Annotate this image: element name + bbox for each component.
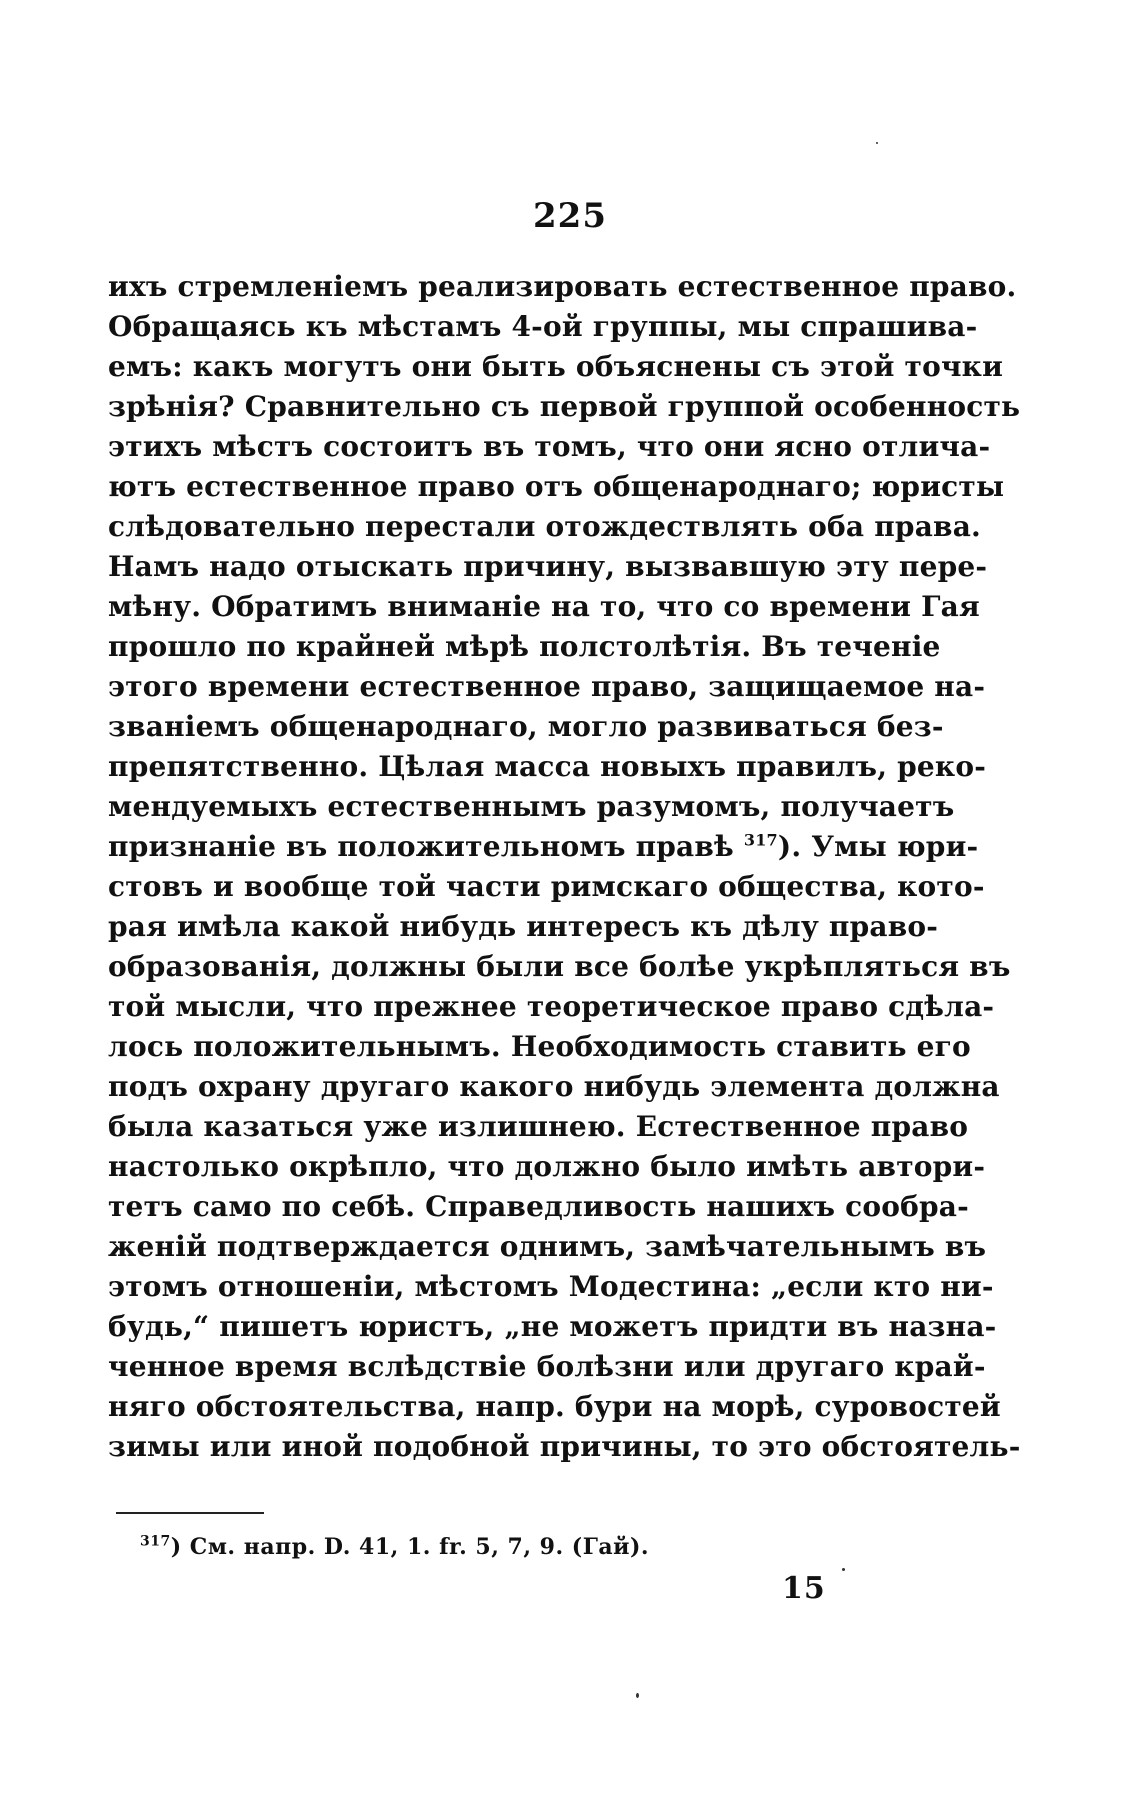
text-line: стовъ и вообще той части римскаго общества, кото-: [108, 870, 985, 903]
print-speck: [876, 142, 878, 144]
text-line: зрѣнія? Сравнительно съ первой группой особенность: [108, 390, 1021, 423]
text-line: настолько окрѣпло, что должно было имѣть автори-: [108, 1150, 986, 1183]
text-line: этихъ мѣстъ состоитъ въ томъ, что они ясно отлича-: [108, 430, 991, 463]
footnote-reference[interactable]: 317: [743, 830, 778, 850]
text-line: зимы или иной подобной причины, то это обстоятель-: [108, 1430, 1021, 1463]
text-line: мѣну. Обратимъ вниманіе на то, что со времени Гая: [108, 590, 980, 623]
text-line: слѣдовательно перестали отождествлять оба права.: [108, 510, 981, 543]
footnote-divider: [116, 1512, 264, 1514]
text-line: няго обстоятельства, напр. бури на морѣ, суровостей: [108, 1390, 1001, 1423]
text-line-with-footnote-ref: [108, 827, 979, 867]
text-line: мендуемыхъ естественнымъ разумомъ, получаетъ: [108, 790, 955, 823]
text-line: подъ охрану другаго какого нибудь элемента должна: [108, 1070, 1000, 1103]
text-line: была казаться уже излишнею. Естественное право: [108, 1110, 969, 1143]
text-line: Обращаясь къ мѣстамъ 4-ой группы, мы спрашива-: [108, 310, 978, 343]
text-line: лось положительнымъ. Необходимость ставить его: [108, 1030, 971, 1063]
text-line: званіемъ общенароднаго, могло развиваться без-: [108, 710, 944, 743]
text-line: тетъ само по себѣ. Справедливость нашихъ сообра-: [108, 1190, 969, 1223]
text-line: женій подтверждается однимъ, замѣчательнымъ въ: [108, 1230, 987, 1263]
print-speck: [842, 1568, 845, 1571]
text-line: прошло по крайней мѣрѣ полстолѣтія. Въ теченіе: [108, 630, 941, 663]
text-line: ченное время вслѣдствіе болѣзни или другаго край-: [108, 1350, 986, 1383]
text-line: образованія, должны были все болѣе укрѣпляться въ: [108, 950, 1011, 983]
text-line: этого времени естественное право, защищаемое на-: [108, 670, 986, 703]
page-number: 225: [533, 196, 607, 236]
text-line: емъ: какъ могутъ они быть объяснены съ этой точки: [108, 350, 1004, 383]
text-line: рая имѣла какой нибудь интересъ къ дѣлу право-: [108, 910, 939, 943]
footnote-number: 317: [140, 1533, 171, 1550]
text-line: той мысли, что прежнее теоретическое право сдѣла-: [108, 990, 995, 1023]
text-line: ихъ стремленіемъ реализировать естественное право.: [108, 270, 1017, 303]
text-line: будь,“ пишетъ юристъ, „не можетъ придти въ назна-: [108, 1310, 997, 1343]
text-line: этомъ отношеніи, мѣстомъ Модестина: „если кто ни-: [108, 1270, 994, 1303]
text-segment: ). Умы юри-: [777, 830, 979, 863]
text-line: Намъ надо отыскать причину, вызвавшую эту пере-: [108, 550, 988, 583]
footnote: [140, 1534, 649, 1560]
text-line: ютъ естественное право отъ общенароднаго; юристы: [108, 470, 1005, 503]
print-speck: [636, 1693, 639, 1698]
text-line: препятственно. Цѣлая масса новыхъ правилъ, реко-: [108, 750, 987, 783]
body-text: [108, 267, 1021, 1467]
text-segment: признаніе въ положительномъ правѣ: [108, 830, 744, 863]
footnote-text: ) См. напр. D. 41, 1. fr. 5, 7, 9. (Гай).: [170, 1534, 650, 1560]
signature-mark: 15: [782, 1571, 826, 1606]
